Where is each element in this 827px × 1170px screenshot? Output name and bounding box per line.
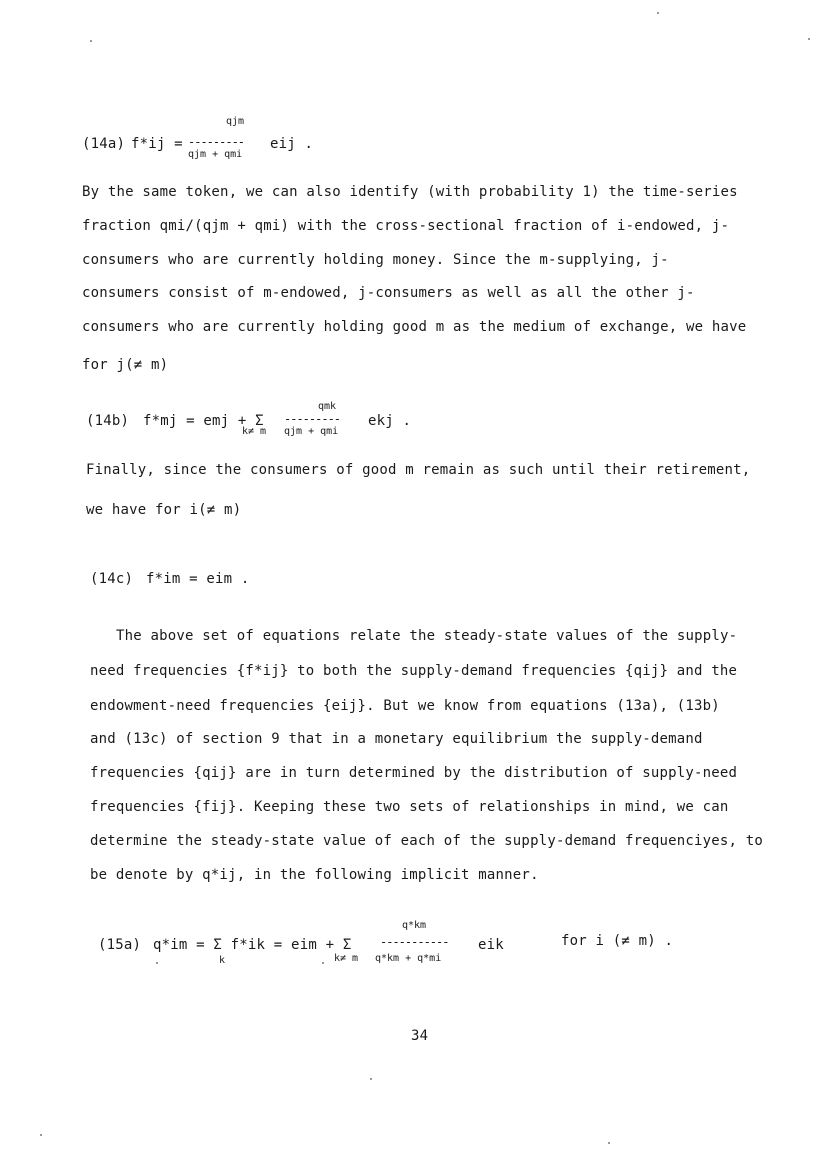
fraction-denominator: qjm + qmi [284,426,339,437]
scan-speck [370,1078,372,1080]
text-line: and (13c) of section 9 that in a monetary equilibrium the supply-demand [90,731,703,747]
equation-lhs: f*mj = emj + Σ [143,413,264,429]
equation-tail: eik [478,937,504,953]
equation-body: f*im = eim . [146,571,250,587]
text-line: consumers consist of m-endowed, j-consumers as well as all the other j- [82,285,695,301]
scan-speck [322,962,324,964]
fraction-denominator: qjm + qmi [188,149,243,160]
text-line: Finally, since the consumers of good m remain as such until their retirement, [86,462,751,478]
summation-subscript: k [219,955,226,966]
fraction-bar: --------- [188,135,245,149]
text-line: for j(≠ m) [82,357,169,373]
text-line: frequencies {qij} are in turn determined by the distribution of supply-need [90,765,738,781]
fraction-numerator: qmk [318,401,337,412]
summation-subscript: k≠ m [334,953,359,964]
text-line: frequencies {fij}. Keeping these two sets of relationships in mind, we can [90,799,729,815]
scan-speck [40,1134,42,1136]
equation-tail: ekj . [368,413,412,429]
equation-tail: eij . [270,136,314,152]
text-line: determine the steady-state value of each of the supply-demand frequenciyes, to [90,833,764,849]
scan-speck [808,38,810,40]
text-line: be denote by q*ij, in the following implicit manner. [90,867,539,883]
fraction-bar: ----------- [380,935,449,949]
equation-label: (15a) [98,937,142,953]
fraction-numerator: qjm [226,116,245,127]
equation-lhs: q*im = Σ f*ik = eim + Σ [153,937,352,953]
text-line: The above set of equations relate the steady-state values of the supply- [116,628,738,644]
fraction-numerator: q*km [402,920,427,931]
text-line: fraction qmi/(qjm + qmi) with the cross-sectional fraction of i-endowed, j- [82,218,730,234]
page-number: 34 [411,1028,429,1044]
scan-speck [90,40,92,42]
equation-condition: for i (≠ m) . [561,933,674,949]
fraction-denominator: q*km + q*mi [375,953,442,964]
scan-speck [608,1142,610,1144]
scan-speck [156,962,158,964]
fraction-bar: --------- [284,412,341,426]
text-line: By the same token, we can also identify (with probability 1) the time-series [82,184,738,200]
summation-subscript: k≠ m [242,426,267,437]
text-line: endowment-need frequencies {eij}. But we know from equations (13a), (13b) [90,698,720,714]
equation-label: (14b) [86,413,130,429]
text-line: consumers who are currently holding money. Since the m-supplying, j- [82,252,669,268]
scan-speck [657,12,659,14]
equation-lhs: f*ij = [131,136,183,152]
text-line: consumers who are currently holding good m as the medium of exchange, we have [82,319,747,335]
text-line: we have for i(≠ m) [86,502,242,518]
equation-label: (14c) [90,571,134,587]
equation-label: (14a) [82,136,126,152]
text-line: need frequencies {f*ij} to both the supply-demand frequencies {qij} and the [90,663,738,679]
